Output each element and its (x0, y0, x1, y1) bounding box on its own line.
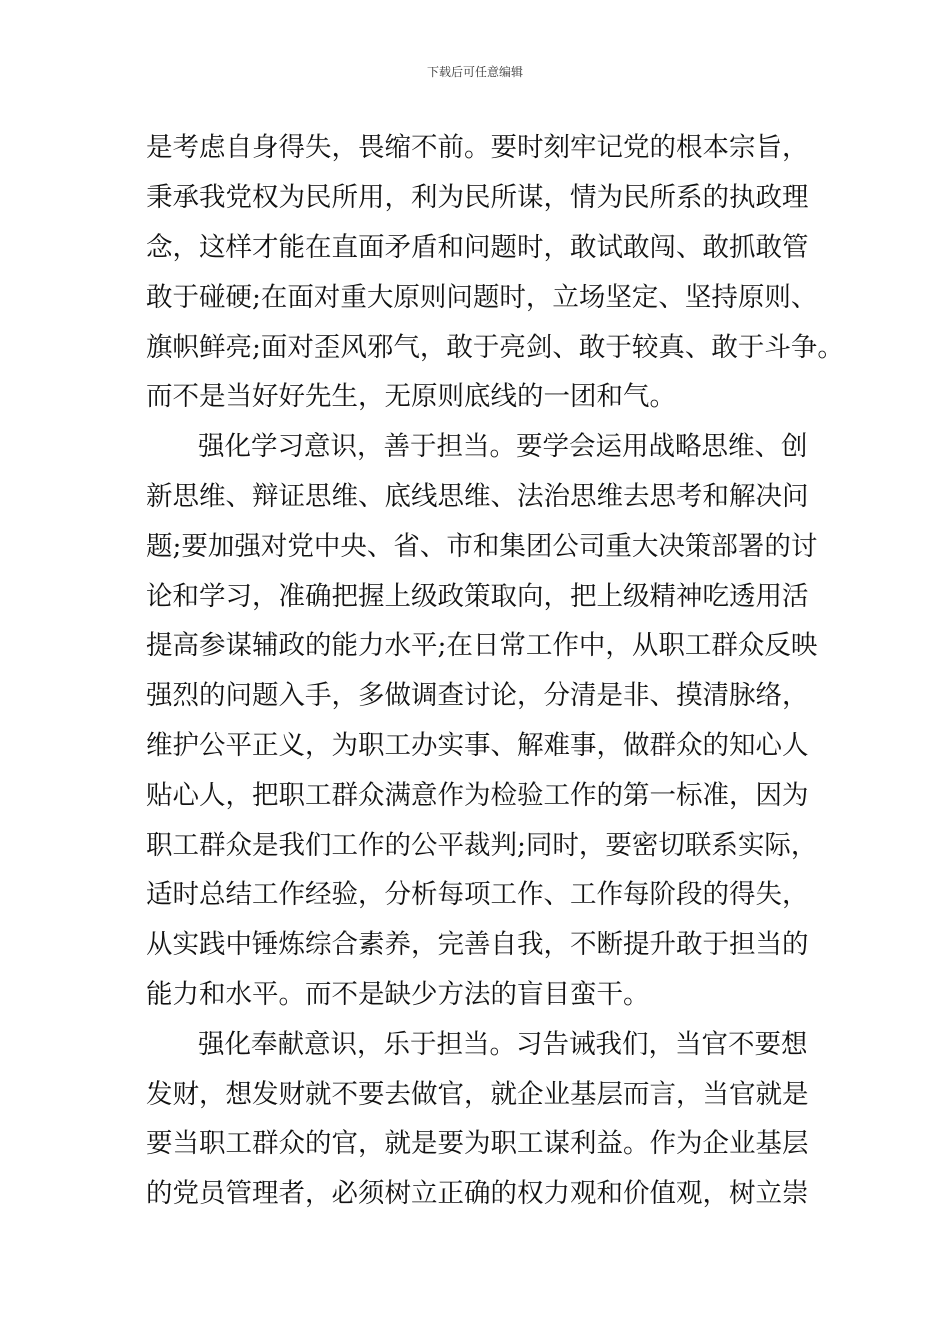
text-line: 适时总结工作经验，分析每项工作、工作每阶段的得失， (146, 879, 809, 910)
page-header: 下载后可任意编辑 (426, 65, 523, 79)
text-line: 而不是当好好先生，无原则底线的一团和气。 (146, 381, 676, 412)
text-line: 发财，想发财就不要去做官，就企业基层而言，当官就是 (146, 1079, 809, 1110)
paragraph-start-line: 强化奉献意识，乐于担当。习告诫我们，当官不要想 (198, 1029, 808, 1060)
text-line: 能力和水平。而不是缺少方法的盲目蛮干。 (146, 979, 650, 1010)
text-line: 题;要加强对党中央、省、市和集团公司重大决策部署的讨 (146, 531, 818, 562)
text-line: 秉承我党权为民所用，利为民所谋，情为民所系的执政理 (146, 182, 809, 213)
text-line: 敢于碰硬;在面对重大原则问题时，立场坚定、坚持原则、 (146, 282, 818, 313)
text-line: 念，这样才能在直面矛盾和问题时，敢试敢闯、敢抓敢管 (146, 232, 809, 263)
text-line: 新思维、辩证思维、底线思维、法治思维去思考和解决问 (146, 481, 809, 512)
text-line: 论和学习，准确把握上级政策取向，把上级精神吃透用活 (146, 581, 809, 612)
text-line: 维护公平正义，为职工办实事、解难事，做群众的知心人 (146, 730, 809, 761)
text-line: 提高参谋辅政的能力水平;在日常工作中，从职工群众反映 (146, 630, 818, 661)
text-line: 职工群众是我们工作的公平裁判;同时，要密切联系实际， (146, 830, 818, 861)
text-line: 是考虑自身得失，畏缩不前。要时刻牢记党的根本宗旨， (146, 132, 809, 163)
text-line: 旗帜鲜亮;面对歪风邪气，敢于亮剑、敢于较真、敢于斗争。 (146, 332, 844, 363)
paragraph-start-line: 强化学习意识，善于担当。要学会运用战略思维、创 (198, 431, 808, 462)
text-line: 从实践中锤炼综合素养，完善自我，不断提升敢于担当的 (146, 929, 809, 960)
text-line: 要当职工群众的官，就是要为职工谋利益。作为企业基层 (146, 1128, 809, 1159)
text-line: 强烈的问题入手，多做调查讨论，分清是非、摸清脉络， (146, 680, 809, 711)
text-line: 贴心人，把职工群众满意作为检验工作的第一标准，因为 (146, 780, 809, 811)
text-line: 的党员管理者，必须树立正确的权力观和价值观，树立崇 (146, 1178, 809, 1209)
